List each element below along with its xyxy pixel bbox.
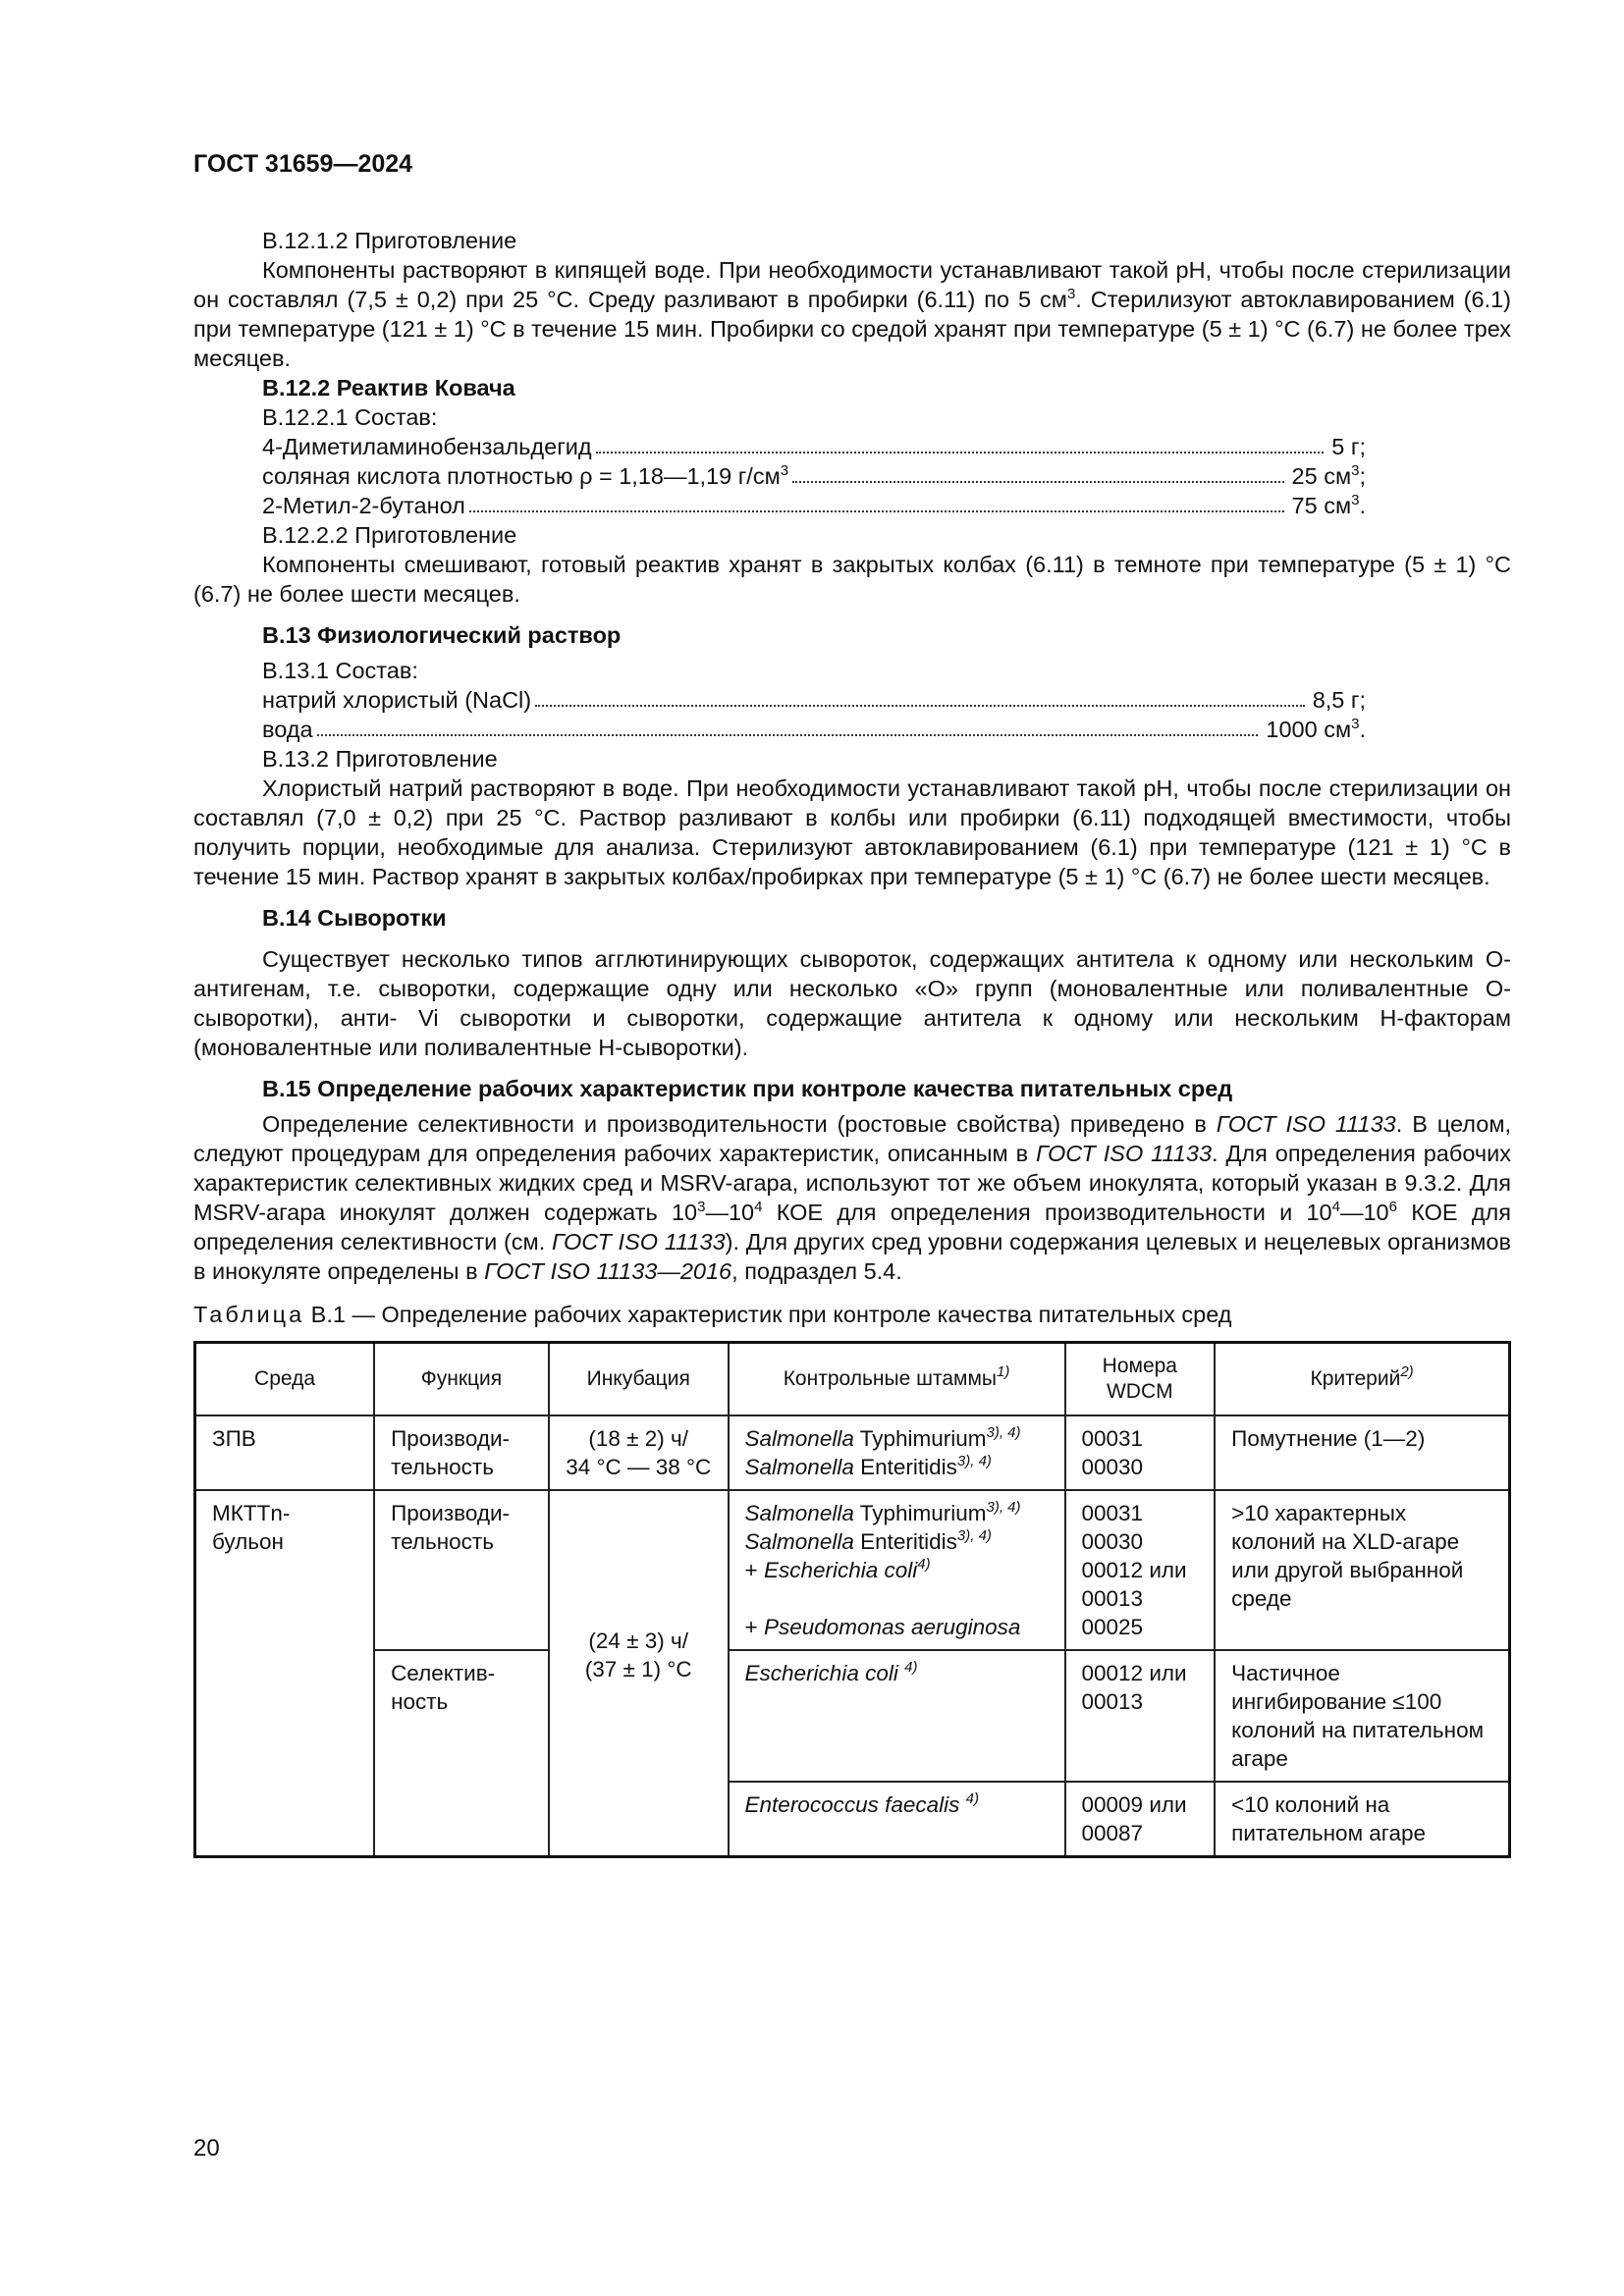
cell-criterion: Частичное ингибирование ≤100 колоний на питательном агаре [1215, 1650, 1509, 1782]
cell-criterion: Помутнение (1—2) [1215, 1415, 1509, 1490]
header-incubation: Инкубация [549, 1343, 729, 1415]
b12-2-1-title: В.12.2.1 Состав: [262, 404, 438, 430]
cell-criterion: >10 характерных колоний на XLD-агаре или другой выбранной среде [1215, 1490, 1509, 1650]
cell-function: Производи- тельность [374, 1490, 549, 1650]
composition-value: 25 $см^3$; [1291, 462, 1366, 489]
standard-reference: ГОСТ ISO 11133 [1036, 1141, 1213, 1166]
cell-wdcm: 00012 или 00013 [1065, 1650, 1216, 1782]
cell-strains: Enterococcus faecalis $^{4)}$ [729, 1782, 1065, 1857]
b12-2-2-text: Компоненты смешивают, готовый реактив хранят в закрытых колбах (6.11) в темноте при температуре (5 ± 1) °С (6.7) не более шести месяцев. [193, 552, 1511, 607]
cell-function: Селектив- ность [374, 1650, 549, 1857]
cell-medium: ЗПВ [195, 1415, 375, 1490]
b12-1-2-title: В.12.1.2 Приготовление [262, 228, 517, 253]
header-function: Функция [374, 1343, 549, 1415]
header-medium: Среда [195, 1343, 375, 1415]
leader-dots [792, 481, 1283, 483]
leader-dots [535, 705, 1305, 707]
header-wdcm: Номера WDCM [1065, 1343, 1216, 1415]
composition-name: соляная кислота плотностью ρ = 1,18—1,19 $г/см^3$ [262, 462, 789, 489]
composition-value: 8,5 г; [1312, 687, 1366, 713]
leader-dots [596, 452, 1325, 454]
table-row [195, 1490, 1510, 1650]
composition-value: 75 $см^3$. [1291, 492, 1366, 518]
cell-function: Производи- тельность [374, 1415, 549, 1490]
page-content [193, 226, 1511, 1858]
b14-heading: В.14 Сыворотки [262, 905, 447, 931]
performance-table [193, 1341, 1511, 1858]
table-caption: Таблица В.1 — Определение рабочих характеристик при контроле качества питательных сред [193, 1302, 1232, 1327]
b12-2-heading: В.12.2 Реактив Ковача [262, 375, 515, 400]
cell-strains: Escherichia coli $^{4)}$ [729, 1650, 1065, 1782]
b12-2-2-title: В.12.2.2 Приготовление [262, 522, 517, 548]
standard-reference: ГОСТ ISO 11133 [1216, 1111, 1396, 1137]
b13-heading: В.13 Физиологический раствор [262, 622, 622, 648]
composition-name: натрий хлористый (NaCl) [262, 687, 532, 713]
cell-wdcm: 00009 или 00087 [1065, 1782, 1216, 1857]
b13-1-title: В.13.1 Состав: [262, 658, 418, 683]
b15-text: Определение селективности и производительности (ростовые свойства) приведено в ГОСТ ISO 11133. В целом, следуют процедурам для определения рабочих характеристик, описанным в ГОСТ ISO 11133. Для определения рабочих характеристик селективных жидких сред и MSRV-агара, используют тот же объем инокулята, который указан в 9.3.2. Для MSRV-агара инокулят должен содержать $10^3—10^4$ КОЕ для определения производительности и $10^4—10^6$ КОЕ для определения селективности (см. ГОСТ ISO 11133). Для других сред уровни содержания целевых и нецелевых организмов в инокуляте определены в ГОСТ ISO 11133—2016, подраздел 5.4. [193, 1111, 1512, 1284]
b15-heading: В.15 Определение рабочих характеристик при контроле качества питательных сред [262, 1076, 1233, 1101]
cell-wdcm: 00031 00030 00012 или 00013 00025 [1065, 1490, 1216, 1650]
leader-dots [469, 510, 1284, 512]
cell-strains: Salmonella Typhimurium$^{3), 4)}$ Salmonella Enteritidis$^{3), 4)}$ [729, 1415, 1065, 1490]
table-header-row [195, 1343, 1510, 1415]
composition-name: 4-Диметиламинобензальдегид [262, 434, 592, 459]
standard-reference: ГОСТ ISO 11133 [551, 1229, 726, 1255]
composition-row [193, 432, 1511, 461]
b13-2-text: Хлористый натрий растворяют в воде. При необходимости устанавливают такой pH, чтобы после стерилизации он составлял (7,0 ± 0,2) при 25 °С. Раствор разливают в колбы или пробирки (6.11) подходящей вместимости, чтобы получить порции, необходимые для анализа. Стерилизуют автоклавированием (6.1) при температуре (121 ± 1) °С в течение 15 мин. Раствор хранят в закрытых колбах/пробирках при температуре (5 ± 1) °С (6.7) не более шести месяцев. [193, 775, 1511, 889]
cell-criterion: <10 колоний на питательном агаре [1215, 1782, 1509, 1857]
composition-name: 2-Метил-2-бутанол [262, 493, 465, 518]
page-header-standard: ГОСТ 31659—2024 [193, 150, 413, 178]
table-row [195, 1650, 1510, 1782]
cell-wdcm: 00031 00030 [1065, 1415, 1216, 1490]
cell-incubation: (24 ± 3) ч/ (37 ± 1) °С [549, 1490, 729, 1857]
b12-1-2-text: Компоненты растворяют в кипящей воде. При необходимости устанавливают такой pH, чтобы после стерилизации он составлял (7,5 ± 0,2) при 25 °С. Среду разливают в пробирки (6.11) по 5 $см^3$. Стерилизуют автоклавированием (6.1) при температуре (121 ± 1) °С в течение 15 мин. Пробирки со средой хранят при температуре (5 ± 1) °С (6.7) не более трех месяцев. [193, 257, 1511, 371]
composition-value: 1000 $см^3$. [1266, 716, 1366, 742]
composition-row [193, 685, 1511, 715]
composition-row [193, 491, 1511, 520]
cell-strains: Salmonella Typhimurium$^{3), 4)}$ Salmonella Enteritidis$^{3), 4)}$ + Escherichia coli$^{4)}$ + Pseudomonas aeruginosa [729, 1490, 1065, 1650]
table-row [195, 1415, 1510, 1490]
composition-row [193, 461, 1511, 491]
leader-dots [317, 734, 1259, 736]
page-number: 20 [193, 2135, 220, 2162]
composition-name: вода [262, 717, 313, 742]
b13-2-title: В.13.2 Приготовление [262, 746, 498, 772]
cell-medium: МКТТn- бульон [195, 1490, 375, 1857]
header-criterion: Критерий$^{2)}$ [1215, 1343, 1509, 1415]
composition-row [193, 715, 1511, 744]
header-strains: Контрольные штаммы$^{1)}$ [729, 1343, 1065, 1415]
composition-value: 5 г; [1331, 434, 1366, 459]
cell-incubation: (18 ± 2) ч/ 34 °С — 38 °С [549, 1415, 729, 1490]
b14-text: Существует несколько типов агглютинирующих сывороток, содержащих антитела к одному или нескольким О-антигенам, т.е. сыворотки, содержащие одну или несколько «О» групп (моновалентные или поливалентные О-сыворотки), анти- Vi сыворотки и сыворотки, содержащие антитела к одному или нескольким Н-факторам (моновалентные или поливалентные Н-сыворотки). [193, 946, 1511, 1060]
standard-reference: ГОСТ ISO 11133—2016 [484, 1258, 732, 1284]
